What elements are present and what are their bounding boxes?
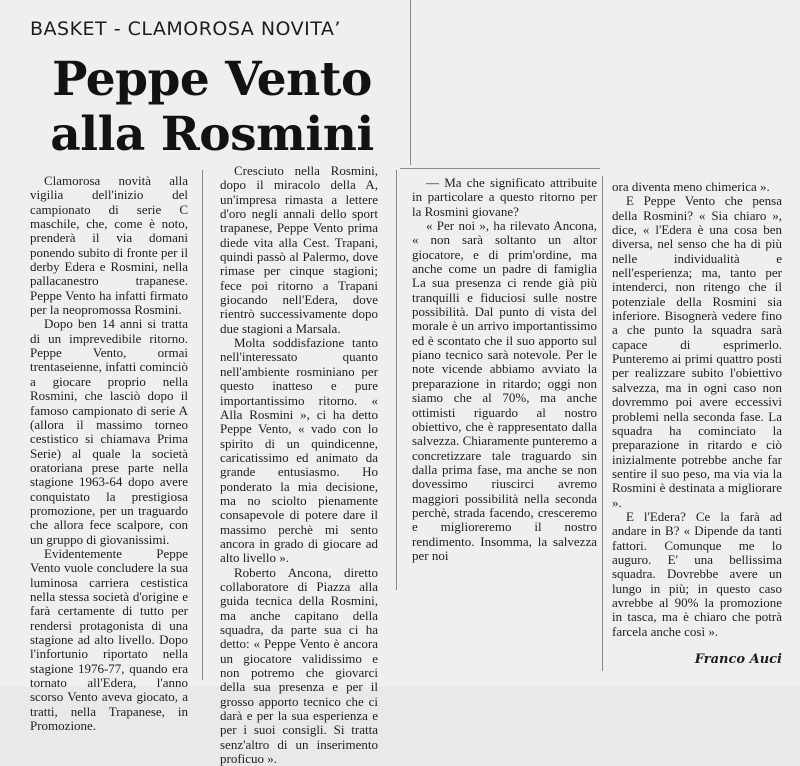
column-3-top-rule bbox=[400, 168, 600, 169]
column-rule-3 bbox=[602, 176, 603, 671]
paragraph: Roberto Ancona, diretto collaboratore di Piazza alla guida tecnica della Rosmini, ma anche capitano della squadra, da parte sua ci ha detto: « Peppe Vento è ancora un giocatore validissimo e non potremo che giovarci della sua presenza e per il grosso apporto tecnico che ci darà e per la sua esperienza e per i suoi consigli. Si tratta senz'altro di un inserimento proficuo ». bbox=[220, 564, 378, 766]
column-rule-1 bbox=[202, 170, 203, 680]
paragraph: Clamorosa novità alla vigilia dell'inizio del campionato di serie C maschile, che, come è noto, prenderà il via domani ponendo subito di fronte per il derby Edera e Rosmini, nella pallacanestro trapanese. Peppe Vento ha infatti firmato per la neopromossa Rosmini. bbox=[30, 173, 188, 318]
paragraph: ora diventa meno chimerica ». bbox=[612, 179, 770, 194]
paragraph: Evidentemente Peppe Vento vuole concludere la sua luminosa carriera cestistica nella stessa società d'origine e farà certamente di tutto per rendersi protagonista di una stagione ad alto livello. Dopo l'infortunio riportato nella stagione 1976-77, quando era tornato all'Edera, l'anno scorso Vento aveva giocato, a tratti, nella Trapanese, in Promozione. bbox=[30, 545, 188, 734]
paragraph: Molta soddisfazione tanto nell'interessato quanto nell'ambiente rosminiano per questo inatteso e pure importantissimo ritorno. « Alla Rosmini », ci ha detto Peppe Vento, « vado con lo spirito di un quindicenne, caricatissimo ed animato da grande entusiasmo. Ho ponderato la mia decisione, ma no sciolto pienamente consapevole di potere dare il massimo perchè mi sento ancora in grado di giocare ad alto livello ». bbox=[220, 335, 378, 566]
paragraph: Cresciuto nella Rosmini, dopo il miracolo della A, un'impresa rimasta a lettere d'oro negli annali dello sport trapanese, Peppe Vento prima diede vita alla Cest. Trapani, quindi passò al Palermo, dove rimase per cinque stagioni; fece poi ritorno a Trapani giocando nell'Edera, dove rientrò successivamente dopo due stagioni a Marsala. bbox=[220, 163, 378, 336]
article-column-3 bbox=[412, 176, 597, 563]
paragraph: E l'Edera? Ce la farà ad andare in B? « Dipende da tanti fattori. Comunque me lo auguro. E' una bellissima squadra. Dovrebbe avere un lungo in più; in questo caso avrebbe al 90% la promozione in tasca, ma è chiaro che potrà farcela anche così ». bbox=[612, 508, 782, 639]
article-kicker: BASKET - CLAMOROSA NOVITA’ bbox=[30, 18, 341, 40]
article-headline bbox=[22, 52, 402, 162]
article-column-1 bbox=[30, 174, 188, 733]
author-signature: Franco Auci bbox=[694, 652, 782, 667]
headline-side-rule bbox=[410, 0, 411, 165]
paragraph: E Peppe Vento che pensa della Rosmini? « Sia chiaro », dice, « l'Edera è una cosa ben diversa, nel senso che ha di più nelle individualità e nell'esperienza; ma, tanto per intenderci, non ritengo che il potenziale della Rosmini sia inferiore. Bisognerà vedere fino a che punto la squadra sarà capace di esprimerlo. Punteremo ai primi quattro posti per realizzare subito l'obiettivo salvezza, ma in ogni caso non dovremmo poi avere eccessivi problemi nella seconda fase. La squadra ha cominciato la preparazione in ritardo e ciò inizialmente potrebbe anche far sentire il suo peso, ma via via la Rosmini è destinata a migliorare ». bbox=[612, 193, 782, 510]
headline-line-2: alla Rosmini bbox=[50, 107, 374, 162]
paragraph: Dopo ben 14 anni si tratta di un imprevedibile ritorno. Peppe Vento, ormai trentaseienne, infatti cominciò a giocare proprio nella Rosmini, che lasciò dopo il famoso campionato di serie A (allora il massimo torneo cestistico si chiamava Prima Serie) al quale la società oratoriana prese parte nella stagione 1963-64 dopo avere conquistato la prestigiosa promozione, per un traguardo che allora fece scalpore, con un gruppo di giovanissimi. bbox=[30, 316, 188, 547]
column-rule-2 bbox=[396, 170, 397, 590]
headline-line-1: Peppe Vento bbox=[52, 52, 372, 107]
article-column-4 bbox=[612, 180, 782, 667]
paragraph: « Per noi », ha rilevato Ancona, « non sarà soltanto un altor giocatore, e di prim'ordine, ma anche come un padre di famiglia La sua presenza ci rende già più tranquilli e fiduciosi sulle nostre possibilità. Dal punto di vista del morale è un arrivo importantissimo ed è scontato che il suo apporto sul piano tecnico sarà notevole. Per le note vicende abbiamo avviato la preparazione in ritardo; oggi non siamo che al 70%, ma anche ottimisti riguardo al nostro obiettivo, che è rappresentato dalla salvezza. Chiaramente punteremo a concretizzare tale traguardo sin dalla prima fase, ma anche se non dovessimo riuscirci avremo maggiori possibilità nella seconda perchè, strada facendo, cresceremo e miglioreremo il nostro rendimento. Insomma, la salvezza per noi bbox=[412, 218, 597, 563]
article-column-2 bbox=[220, 164, 378, 766]
paragraph: — Ma che significato attribuite in particolare a questo ritorno per la Rosmini giovane? bbox=[412, 175, 597, 219]
